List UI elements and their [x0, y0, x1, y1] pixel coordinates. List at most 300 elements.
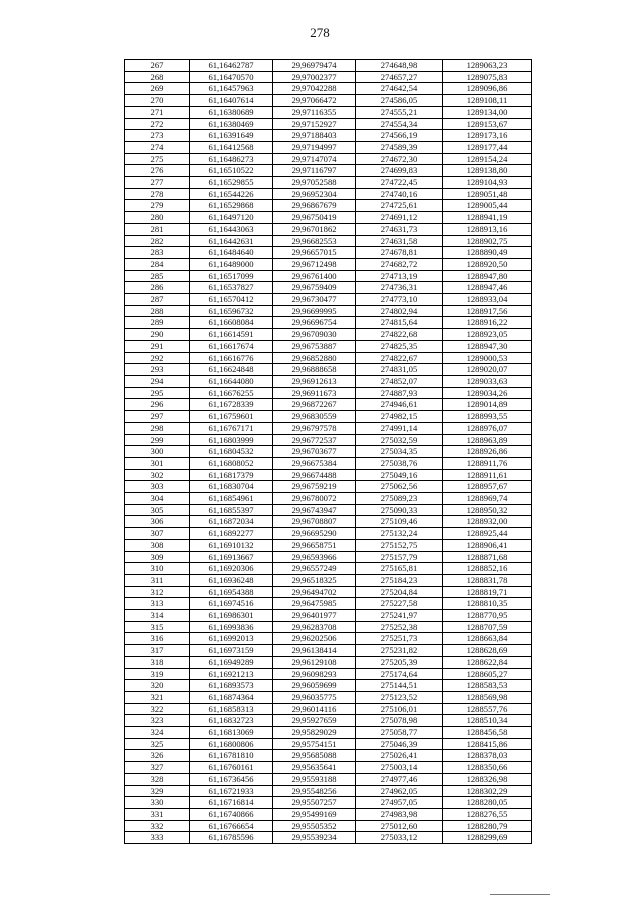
latitude-cell: 61,16380469 [190, 118, 273, 130]
longitude-cell: 29,97188403 [273, 130, 356, 142]
x-coordinate-cell: 274648,98 [356, 60, 443, 72]
y-coordinate-cell: 1288819,71 [443, 586, 532, 598]
table-row [125, 247, 532, 259]
point-number-cell: 300 [125, 446, 190, 458]
longitude-cell: 29,96699995 [273, 305, 356, 317]
point-number-cell: 302 [125, 469, 190, 481]
table-row [125, 598, 532, 610]
table-row [125, 750, 532, 762]
latitude-cell: 61,16728339 [190, 399, 273, 411]
longitude-cell: 29,95548256 [273, 785, 356, 797]
longitude-cell: 29,97052588 [273, 177, 356, 189]
y-coordinate-cell: 1288890,49 [443, 247, 532, 259]
x-coordinate-cell: 274822,67 [356, 352, 443, 364]
y-coordinate-cell: 1288947,30 [443, 340, 532, 352]
table-row [125, 762, 532, 774]
table-row [125, 282, 532, 294]
table-row [125, 691, 532, 703]
y-coordinate-cell: 1289063,23 [443, 60, 532, 72]
latitude-cell: 61,16874364 [190, 691, 273, 703]
longitude-cell: 29,97147074 [273, 153, 356, 165]
longitude-cell: 29,96709030 [273, 329, 356, 341]
longitude-cell: 29,96888658 [273, 364, 356, 376]
table-row [125, 329, 532, 341]
longitude-cell: 29,96703677 [273, 446, 356, 458]
longitude-cell: 29,97002377 [273, 71, 356, 83]
point-number-cell: 294 [125, 375, 190, 387]
x-coordinate-cell: 274825,35 [356, 340, 443, 352]
coordinates-table [124, 59, 532, 844]
latitude-cell: 61,16892277 [190, 528, 273, 540]
longitude-cell: 29,96912613 [273, 375, 356, 387]
y-coordinate-cell: 1288976,07 [443, 422, 532, 434]
longitude-cell: 29,96701862 [273, 223, 356, 235]
latitude-cell: 61,16830704 [190, 481, 273, 493]
point-number-cell: 277 [125, 177, 190, 189]
longitude-cell: 29,96059699 [273, 680, 356, 692]
latitude-cell: 61,16936248 [190, 574, 273, 586]
table-row [125, 340, 532, 352]
x-coordinate-cell: 275049,16 [356, 469, 443, 481]
latitude-cell: 61,16529868 [190, 200, 273, 212]
longitude-cell: 29,96979474 [273, 60, 356, 72]
x-coordinate-cell: 274589,39 [356, 141, 443, 153]
table-row [125, 668, 532, 680]
table-row [125, 621, 532, 633]
point-number-cell: 288 [125, 305, 190, 317]
point-number-cell: 297 [125, 411, 190, 423]
point-number-cell: 310 [125, 563, 190, 575]
point-number-cell: 333 [125, 832, 190, 844]
x-coordinate-cell: 274699,83 [356, 165, 443, 177]
y-coordinate-cell: 1288947,46 [443, 282, 532, 294]
table-row [125, 727, 532, 739]
latitude-cell: 61,16949289 [190, 656, 273, 668]
y-coordinate-cell: 1288852,16 [443, 563, 532, 575]
longitude-cell: 29,96952304 [273, 188, 356, 200]
point-number-cell: 305 [125, 504, 190, 516]
latitude-cell: 61,16872034 [190, 516, 273, 528]
y-coordinate-cell: 1288923,05 [443, 329, 532, 341]
latitude-cell: 61,16804532 [190, 446, 273, 458]
x-coordinate-cell: 275252,38 [356, 621, 443, 633]
table-row [125, 457, 532, 469]
point-number-cell: 315 [125, 621, 190, 633]
x-coordinate-cell: 275003,14 [356, 762, 443, 774]
y-coordinate-cell: 1288280,79 [443, 820, 532, 832]
latitude-cell: 61,16484640 [190, 247, 273, 259]
table-row [125, 645, 532, 657]
table-row [125, 317, 532, 329]
y-coordinate-cell: 1288950,32 [443, 504, 532, 516]
x-coordinate-cell: 274631,58 [356, 235, 443, 247]
point-number-cell: 303 [125, 481, 190, 493]
x-coordinate-cell: 275026,41 [356, 750, 443, 762]
point-number-cell: 330 [125, 797, 190, 809]
x-coordinate-cell: 274566,19 [356, 130, 443, 142]
y-coordinate-cell: 1289134,00 [443, 106, 532, 118]
point-number-cell: 301 [125, 457, 190, 469]
latitude-cell: 61,16993836 [190, 621, 273, 633]
latitude-cell: 61,16760161 [190, 762, 273, 774]
latitude-cell: 61,16813069 [190, 727, 273, 739]
x-coordinate-cell: 275038,76 [356, 457, 443, 469]
x-coordinate-cell: 275251,73 [356, 633, 443, 645]
y-coordinate-cell: 1288871,68 [443, 551, 532, 563]
x-coordinate-cell: 274962,05 [356, 785, 443, 797]
longitude-cell: 29,96674488 [273, 469, 356, 481]
latitude-cell: 61,16921213 [190, 668, 273, 680]
x-coordinate-cell: 275058,77 [356, 727, 443, 739]
point-number-cell: 290 [125, 329, 190, 341]
x-coordinate-cell: 274722,45 [356, 177, 443, 189]
coordinates-table-body [125, 60, 532, 844]
point-number-cell: 331 [125, 809, 190, 821]
latitude-cell: 61,16407614 [190, 95, 273, 107]
table-row [125, 71, 532, 83]
x-coordinate-cell: 275109,46 [356, 516, 443, 528]
longitude-cell: 29,97152927 [273, 118, 356, 130]
y-coordinate-cell: 1288276,55 [443, 809, 532, 821]
longitude-cell: 29,96098293 [273, 668, 356, 680]
x-coordinate-cell: 274982,15 [356, 411, 443, 423]
longitude-cell: 29,97066472 [273, 95, 356, 107]
latitude-cell: 61,16855397 [190, 504, 273, 516]
x-coordinate-cell: 275241,97 [356, 610, 443, 622]
y-coordinate-cell: 1289177,44 [443, 141, 532, 153]
longitude-cell: 29,96759219 [273, 481, 356, 493]
longitude-cell: 29,95927659 [273, 715, 356, 727]
table-row [125, 516, 532, 528]
table-row [125, 60, 532, 72]
point-number-cell: 275 [125, 153, 190, 165]
footer-rule [490, 894, 550, 895]
y-coordinate-cell: 1288707,59 [443, 621, 532, 633]
table-row [125, 610, 532, 622]
point-number-cell: 283 [125, 247, 190, 259]
longitude-cell: 29,95499169 [273, 809, 356, 821]
y-coordinate-cell: 1289075,83 [443, 71, 532, 83]
x-coordinate-cell: 274672,30 [356, 153, 443, 165]
table-row [125, 106, 532, 118]
x-coordinate-cell: 274802,94 [356, 305, 443, 317]
longitude-cell: 29,96138414 [273, 645, 356, 657]
point-number-cell: 314 [125, 610, 190, 622]
longitude-cell: 29,95593188 [273, 773, 356, 785]
table-row [125, 703, 532, 715]
latitude-cell: 61,16803999 [190, 434, 273, 446]
longitude-cell: 29,96911673 [273, 387, 356, 399]
point-number-cell: 280 [125, 212, 190, 224]
y-coordinate-cell: 1288350,66 [443, 762, 532, 774]
latitude-cell: 61,16800806 [190, 738, 273, 750]
longitude-cell: 29,96772537 [273, 434, 356, 446]
table-row [125, 586, 532, 598]
point-number-cell: 332 [125, 820, 190, 832]
point-number-cell: 323 [125, 715, 190, 727]
latitude-cell: 61,16644080 [190, 375, 273, 387]
latitude-cell: 61,16470570 [190, 71, 273, 83]
point-number-cell: 282 [125, 235, 190, 247]
x-coordinate-cell: 274773,10 [356, 294, 443, 306]
latitude-cell: 61,16986301 [190, 610, 273, 622]
table-row [125, 270, 532, 282]
point-number-cell: 292 [125, 352, 190, 364]
x-coordinate-cell: 274815,64 [356, 317, 443, 329]
x-coordinate-cell: 275062,56 [356, 481, 443, 493]
point-number-cell: 270 [125, 95, 190, 107]
point-number-cell: 267 [125, 60, 190, 72]
latitude-cell: 61,16570412 [190, 294, 273, 306]
latitude-cell: 61,16676255 [190, 387, 273, 399]
point-number-cell: 311 [125, 574, 190, 586]
y-coordinate-cell: 1288302,29 [443, 785, 532, 797]
table-row [125, 83, 532, 95]
latitude-cell: 61,16616776 [190, 352, 273, 364]
longitude-cell: 29,96518325 [273, 574, 356, 586]
y-coordinate-cell: 1289138,80 [443, 165, 532, 177]
point-number-cell: 308 [125, 539, 190, 551]
table-row [125, 364, 532, 376]
longitude-cell: 29,96712498 [273, 258, 356, 270]
point-number-cell: 312 [125, 586, 190, 598]
table-row [125, 212, 532, 224]
x-coordinate-cell: 275078,98 [356, 715, 443, 727]
x-coordinate-cell: 274831,05 [356, 364, 443, 376]
x-coordinate-cell: 274682,72 [356, 258, 443, 270]
longitude-cell: 29,96658751 [273, 539, 356, 551]
y-coordinate-cell: 1289108,11 [443, 95, 532, 107]
table-row [125, 832, 532, 844]
x-coordinate-cell: 274977,46 [356, 773, 443, 785]
y-coordinate-cell: 1289033,63 [443, 375, 532, 387]
point-number-cell: 325 [125, 738, 190, 750]
latitude-cell: 61,16992013 [190, 633, 273, 645]
x-coordinate-cell: 274713,19 [356, 270, 443, 282]
y-coordinate-cell: 1288415,86 [443, 738, 532, 750]
longitude-cell: 29,96014116 [273, 703, 356, 715]
x-coordinate-cell: 275123,52 [356, 691, 443, 703]
point-number-cell: 295 [125, 387, 190, 399]
table-row [125, 633, 532, 645]
latitude-cell: 61,16497120 [190, 212, 273, 224]
point-number-cell: 286 [125, 282, 190, 294]
longitude-cell: 29,96753887 [273, 340, 356, 352]
y-coordinate-cell: 1288583,53 [443, 680, 532, 692]
x-coordinate-cell: 275089,23 [356, 493, 443, 505]
x-coordinate-cell: 274736,31 [356, 282, 443, 294]
y-coordinate-cell: 1288957,67 [443, 481, 532, 493]
table-row [125, 809, 532, 821]
x-coordinate-cell: 274678,81 [356, 247, 443, 259]
x-coordinate-cell: 274586,05 [356, 95, 443, 107]
latitude-cell: 61,16462787 [190, 60, 273, 72]
x-coordinate-cell: 274691,12 [356, 212, 443, 224]
table-row [125, 656, 532, 668]
y-coordinate-cell: 1288913,16 [443, 223, 532, 235]
latitude-cell: 61,16854961 [190, 493, 273, 505]
y-coordinate-cell: 1289005,44 [443, 200, 532, 212]
table-row [125, 188, 532, 200]
table-row [125, 574, 532, 586]
y-coordinate-cell: 1288557,76 [443, 703, 532, 715]
latitude-cell: 61,16781810 [190, 750, 273, 762]
x-coordinate-cell: 274957,05 [356, 797, 443, 809]
latitude-cell: 61,16913667 [190, 551, 273, 563]
y-coordinate-cell: 1289153,67 [443, 118, 532, 130]
table-row [125, 528, 532, 540]
table-row [125, 411, 532, 423]
x-coordinate-cell: 274887,93 [356, 387, 443, 399]
y-coordinate-cell: 1288969,74 [443, 493, 532, 505]
point-number-cell: 319 [125, 668, 190, 680]
y-coordinate-cell: 1288510,34 [443, 715, 532, 727]
table-row [125, 200, 532, 212]
table-row [125, 375, 532, 387]
table-row [125, 434, 532, 446]
longitude-cell: 29,96695290 [273, 528, 356, 540]
x-coordinate-cell: 275033,12 [356, 832, 443, 844]
longitude-cell: 29,96830559 [273, 411, 356, 423]
y-coordinate-cell: 1289104,93 [443, 177, 532, 189]
x-coordinate-cell: 274657,27 [356, 71, 443, 83]
longitude-cell: 29,96852880 [273, 352, 356, 364]
longitude-cell: 29,96780072 [273, 493, 356, 505]
point-number-cell: 317 [125, 645, 190, 657]
y-coordinate-cell: 1288902,75 [443, 235, 532, 247]
point-number-cell: 293 [125, 364, 190, 376]
table-row [125, 493, 532, 505]
longitude-cell: 29,95505352 [273, 820, 356, 832]
point-number-cell: 309 [125, 551, 190, 563]
point-number-cell: 296 [125, 399, 190, 411]
longitude-cell: 29,96696754 [273, 317, 356, 329]
point-number-cell: 271 [125, 106, 190, 118]
point-number-cell: 289 [125, 317, 190, 329]
latitude-cell: 61,16817379 [190, 469, 273, 481]
latitude-cell: 61,16529855 [190, 177, 273, 189]
latitude-cell: 61,16893573 [190, 680, 273, 692]
y-coordinate-cell: 1288941,19 [443, 212, 532, 224]
longitude-cell: 29,96129108 [273, 656, 356, 668]
longitude-cell: 29,96743947 [273, 504, 356, 516]
x-coordinate-cell: 275157,79 [356, 551, 443, 563]
longitude-cell: 29,97116797 [273, 165, 356, 177]
y-coordinate-cell: 1288378,03 [443, 750, 532, 762]
x-coordinate-cell: 275204,84 [356, 586, 443, 598]
table-row [125, 738, 532, 750]
y-coordinate-cell: 1289096,86 [443, 83, 532, 95]
longitude-cell: 29,96797578 [273, 422, 356, 434]
latitude-cell: 61,16832723 [190, 715, 273, 727]
longitude-cell: 29,95507257 [273, 797, 356, 809]
point-number-cell: 279 [125, 200, 190, 212]
longitude-cell: 29,96557249 [273, 563, 356, 575]
latitude-cell: 61,16785596 [190, 832, 273, 844]
point-number-cell: 285 [125, 270, 190, 282]
table-row [125, 785, 532, 797]
table-row [125, 797, 532, 809]
point-number-cell: 299 [125, 434, 190, 446]
y-coordinate-cell: 1288280,05 [443, 797, 532, 809]
point-number-cell: 313 [125, 598, 190, 610]
point-number-cell: 276 [125, 165, 190, 177]
longitude-cell: 29,96708807 [273, 516, 356, 528]
longitude-cell: 29,96682553 [273, 235, 356, 247]
y-coordinate-cell: 1288933,04 [443, 294, 532, 306]
latitude-cell: 61,16910132 [190, 539, 273, 551]
table-row [125, 446, 532, 458]
point-number-cell: 316 [125, 633, 190, 645]
x-coordinate-cell: 275032,59 [356, 434, 443, 446]
table-row [125, 504, 532, 516]
longitude-cell: 29,96494702 [273, 586, 356, 598]
y-coordinate-cell: 1288628,69 [443, 645, 532, 657]
x-coordinate-cell: 274725,61 [356, 200, 443, 212]
y-coordinate-cell: 1288605,27 [443, 668, 532, 680]
longitude-cell: 29,96283708 [273, 621, 356, 633]
latitude-cell: 61,16617674 [190, 340, 273, 352]
x-coordinate-cell: 274740,16 [356, 188, 443, 200]
x-coordinate-cell: 275174,64 [356, 668, 443, 680]
y-coordinate-cell: 1288622,84 [443, 656, 532, 668]
latitude-cell: 61,16858313 [190, 703, 273, 715]
point-number-cell: 272 [125, 118, 190, 130]
x-coordinate-cell: 275090,33 [356, 504, 443, 516]
longitude-cell: 29,96401977 [273, 610, 356, 622]
x-coordinate-cell: 274852,07 [356, 375, 443, 387]
y-coordinate-cell: 1288947,80 [443, 270, 532, 282]
point-number-cell: 304 [125, 493, 190, 505]
table-row [125, 715, 532, 727]
y-coordinate-cell: 1288925,44 [443, 528, 532, 540]
point-number-cell: 322 [125, 703, 190, 715]
longitude-cell: 29,96867679 [273, 200, 356, 212]
table-row [125, 539, 532, 551]
point-number-cell: 318 [125, 656, 190, 668]
latitude-cell: 61,16808052 [190, 457, 273, 469]
x-coordinate-cell: 275046,39 [356, 738, 443, 750]
y-coordinate-cell: 1288932,00 [443, 516, 532, 528]
x-coordinate-cell: 275132,24 [356, 528, 443, 540]
x-coordinate-cell: 275144,51 [356, 680, 443, 692]
longitude-cell: 29,95754151 [273, 738, 356, 750]
x-coordinate-cell: 275106,01 [356, 703, 443, 715]
longitude-cell: 29,96750419 [273, 212, 356, 224]
latitude-cell: 61,16457963 [190, 83, 273, 95]
longitude-cell: 29,96872267 [273, 399, 356, 411]
table-row [125, 551, 532, 563]
y-coordinate-cell: 1288926,86 [443, 446, 532, 458]
latitude-cell: 61,16716814 [190, 797, 273, 809]
point-number-cell: 328 [125, 773, 190, 785]
y-coordinate-cell: 1288456,58 [443, 727, 532, 739]
latitude-cell: 61,16442631 [190, 235, 273, 247]
longitude-cell: 29,95635641 [273, 762, 356, 774]
table-row [125, 177, 532, 189]
y-coordinate-cell: 1288993,55 [443, 411, 532, 423]
y-coordinate-cell: 1288911,76 [443, 457, 532, 469]
table-row [125, 352, 532, 364]
point-number-cell: 298 [125, 422, 190, 434]
table-row [125, 118, 532, 130]
longitude-cell: 29,95539234 [273, 832, 356, 844]
y-coordinate-cell: 1289034,26 [443, 387, 532, 399]
point-number-cell: 306 [125, 516, 190, 528]
y-coordinate-cell: 1288810,35 [443, 598, 532, 610]
x-coordinate-cell: 275231,82 [356, 645, 443, 657]
x-coordinate-cell: 274631,73 [356, 223, 443, 235]
